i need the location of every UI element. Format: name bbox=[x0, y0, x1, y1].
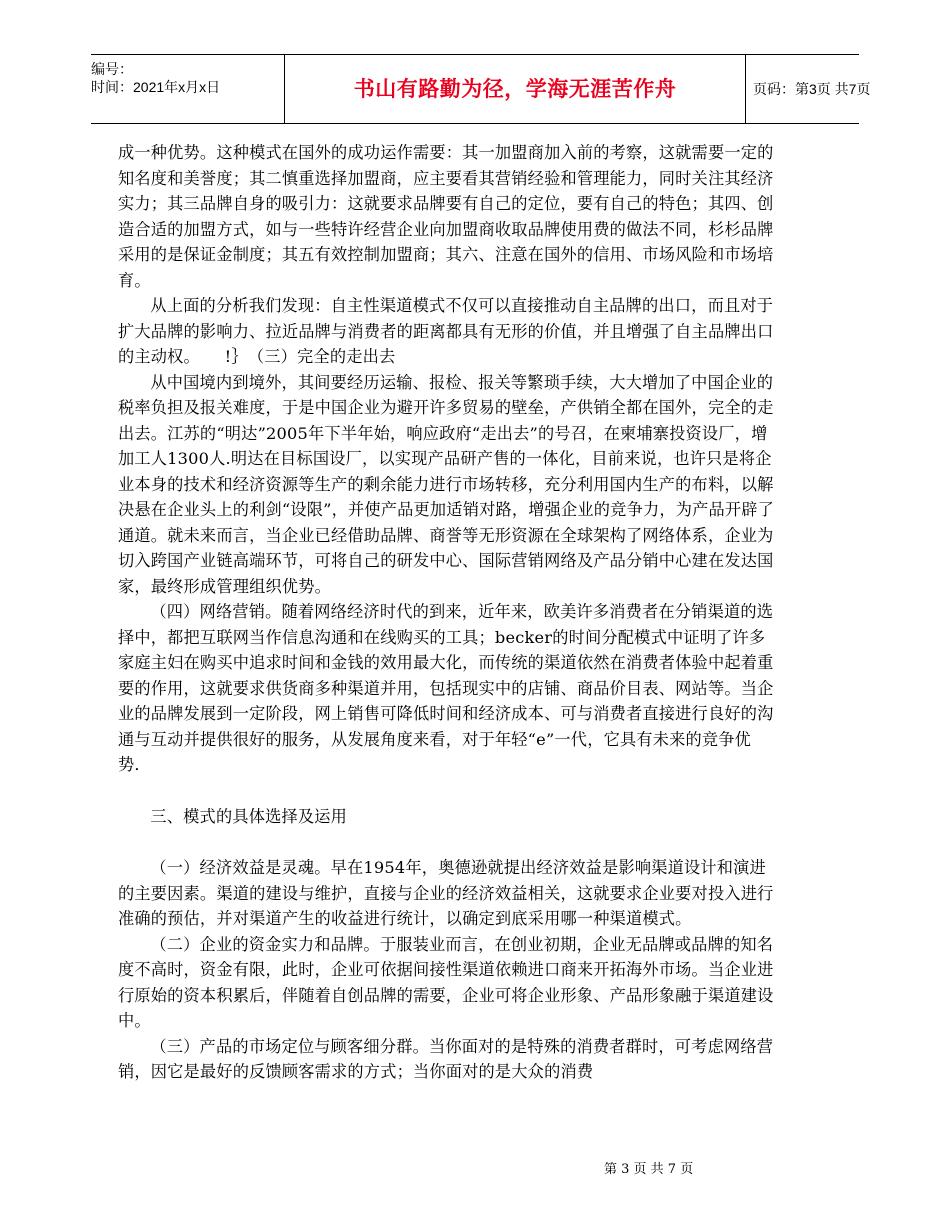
paragraph: （三）产品的市场定位与顾客细分群。当你面对的是特殊的消费者群时，可考虑网络营销，因它是最好的反馈顾客需求的方式；当你面对的是大众的消费 bbox=[118, 1036, 774, 1081]
document-body bbox=[118, 140, 778, 1085]
paragraph: （四）网络营销。随着网络经济时代的到来，近年来，欧美许多消费者在分销渠道的选择中，都把互联网当作信息沟通和在线购买的工具；becker的时间分配模式中证明了许多家庭主妇在购买中追求时间和金钱的效用最大化，而传统的渠道依然在消费者体验中起着重要的作用，这就要求供货商多种渠道并用，包括现实中的店铺、商品价目表、网站等。当企业的品牌发展到一定阶段，网上销售可降低时间和经济成本、可与消费者直接进行良好的沟通与互动并提供很好的服务，从发展角度来看，对于年轻“e”一代，它具有未来的竞争优势． bbox=[118, 602, 774, 774]
section-heading: 三、模式的具体选择及运用 bbox=[150, 806, 348, 826]
spacer bbox=[118, 829, 778, 855]
paragraph: 从中国境内到境外，其间要经历运输、报检、报关等繁琐手续，大大增加了中国企业的税率负担及报关难度，于是中国企业为避开许多贸易的壁垒，产供销全都在国外，完全的走出去。江苏的“明达”2005年下半年始，响应政府“走出去”的号召，在柬埔寨投资设厂，增加工人1300人.明达在目标国设厂，以实现产品研产售的一体化，目前来说，也许只是将企业本身的技术和经济资源等生产的剩余能力进行市场转移，充分利用国内生产的布料，以解决悬在企业头上的利剑“设限”，并使产品更加适销对路，增强企业的竞争力，为产品开辟了通道。就未来而言，当企业已经借助品牌、商誉等无形资源在全球架构了网络体系，企业为切入跨国产业链高端环节，可将自己的研发中心、国际营销网络及产品分销中心建在发达国家，最终形成管理组织优势。 bbox=[118, 372, 775, 596]
header-meta bbox=[91, 55, 285, 123]
paragraph: 成一种优势。这种模式在国外的成功运作需要：其一加盟商加入前的考察，这就需要一定的知名度和美誉度；其二慎重选择加盟商，应主要看其营销经验和管理能力，同时关注其经济实力；其三品牌自身的吸引力：这就要求品牌要有自己的定位，要有自己的特色；其四、创造合适的加盟方式，如与一些特许经营企业向加盟商收取品牌使用费的做法不同，杉杉品牌采用的是保证金制度；其五有效控制加盟商；其六、注意在国外的信用、市场风险和市场培育。 bbox=[118, 143, 774, 290]
paragraph: 从上面的分析我们发现：自主性渠道模式不仅可以直接推动自主品牌的出口，而且对于扩大品牌的影响力、拉近品牌与消费者的距离都具有无形的价值，并且增强了自主品牌出口的主动权。 !｝ （三）完全的走出去 bbox=[118, 296, 774, 366]
header-motto: 书山有路勤为径，学海无涯苦作舟 bbox=[285, 55, 746, 123]
page-header bbox=[91, 54, 871, 124]
document-number-label: 编号： bbox=[91, 61, 133, 77]
paragraph: （一）经济效益是灵魂。早在1954年，奥德逊就提出经济效益是影响渠道设计和演进的主要因素。渠道的建设与维护，直接与企业的经济效益相关，这就要求企业要对投入进行准确的预估，并对渠道产生的收益进行统计，以确定到底采用哪一种渠道模式。 bbox=[118, 858, 774, 928]
paragraph: （二）企业的资金实力和品牌。于服装业而言，在创业初期，企业无品牌或品牌的知名度不高时，资金有限，此时，企业可依据间接性渠道依赖进口商来开拓海外市场。当企业进行原始的资本积累后，伴随着自创品牌的需要，企业可将企业形象、产品形象融于渠道建设中。 bbox=[118, 934, 774, 1030]
page-footer: 第 3 页 共 7 页 bbox=[604, 1162, 694, 1177]
header-page-info: 页码：第3页 共7页 bbox=[753, 81, 871, 97]
spacer bbox=[118, 778, 778, 804]
document-time-label: 时间：2021年x月x日 bbox=[91, 79, 221, 95]
